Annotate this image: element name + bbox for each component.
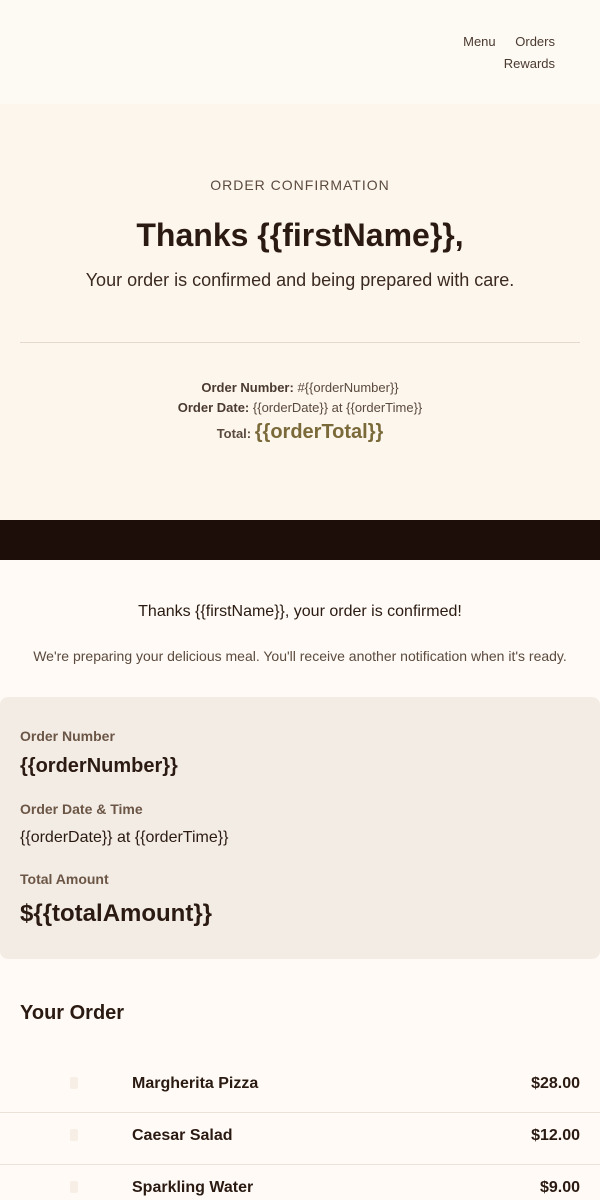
order-item-price: $9.00 bbox=[539, 1179, 580, 1196]
order-summary-card bbox=[0, 697, 600, 959]
hero-order-number-label: Order Number: bbox=[201, 380, 294, 395]
hero-title: Thanks {{firstName}}, bbox=[136, 217, 464, 253]
hero-order-meta bbox=[0, 378, 600, 444]
hero-total-value: {{orderTotal}} bbox=[254, 421, 384, 443]
hero-order-date-value: {{orderDate}} at {{orderTime}} bbox=[252, 400, 423, 415]
nav-rewards-link[interactable]: Rewards bbox=[503, 56, 555, 71]
your-order-section bbox=[0, 959, 600, 1200]
hero-order-total bbox=[0, 420, 600, 444]
item-thumbnail-image bbox=[70, 1077, 78, 1089]
item-thumbnail-image bbox=[70, 1181, 78, 1193]
top-nav bbox=[445, 31, 555, 75]
order-item-name: Margherita Pizza bbox=[132, 1075, 259, 1092]
hero-order-number bbox=[0, 378, 600, 398]
hero-divider bbox=[20, 342, 580, 343]
hero-order-date-label: Order Date: bbox=[177, 400, 250, 415]
summary-total-value: ${{totalAmount}} bbox=[20, 900, 213, 927]
dark-divider-band bbox=[0, 520, 600, 560]
confirmation-body: We're preparing your delicious meal. You'll receive another notification when it's ready. bbox=[33, 648, 567, 664]
summary-order-number-label: Order Number bbox=[20, 728, 115, 744]
your-order-title: Your Order bbox=[20, 1002, 125, 1024]
item-thumbnail-image bbox=[70, 1129, 78, 1141]
hero-total-label: Total: bbox=[216, 426, 252, 441]
hero-order-number-value: #{{orderNumber}} bbox=[297, 380, 399, 395]
nav-orders-link[interactable]: Orders bbox=[515, 34, 555, 49]
confirmation-message bbox=[0, 560, 600, 697]
order-item-name: Sparkling Water bbox=[132, 1179, 254, 1196]
order-item-price: $12.00 bbox=[531, 1127, 580, 1144]
order-item-row bbox=[0, 1061, 600, 1113]
order-item-row bbox=[0, 1113, 600, 1165]
order-item-price: $28.00 bbox=[531, 1075, 580, 1092]
summary-order-datetime-value: {{orderDate}} at {{orderTime}} bbox=[20, 829, 229, 846]
order-item-name: Caesar Salad bbox=[132, 1127, 233, 1144]
confirmation-headline: Thanks {{firstName}}, your order is confirmed! bbox=[138, 603, 462, 620]
hero-order-date bbox=[0, 398, 600, 418]
nav-menu-link[interactable]: Menu bbox=[463, 34, 496, 49]
order-items-list bbox=[0, 1061, 600, 1200]
summary-order-number-value: {{orderNumber}} bbox=[20, 755, 178, 777]
order-item-row bbox=[0, 1165, 600, 1200]
summary-total-label: Total Amount bbox=[20, 871, 109, 887]
header bbox=[0, 0, 600, 104]
hero-section bbox=[0, 104, 600, 520]
hero-eyebrow: ORDER CONFIRMATION bbox=[210, 177, 390, 193]
hero-subtitle: Your order is confirmed and being prepared with care. bbox=[85, 270, 515, 290]
summary-order-datetime-label: Order Date & Time bbox=[20, 801, 143, 817]
